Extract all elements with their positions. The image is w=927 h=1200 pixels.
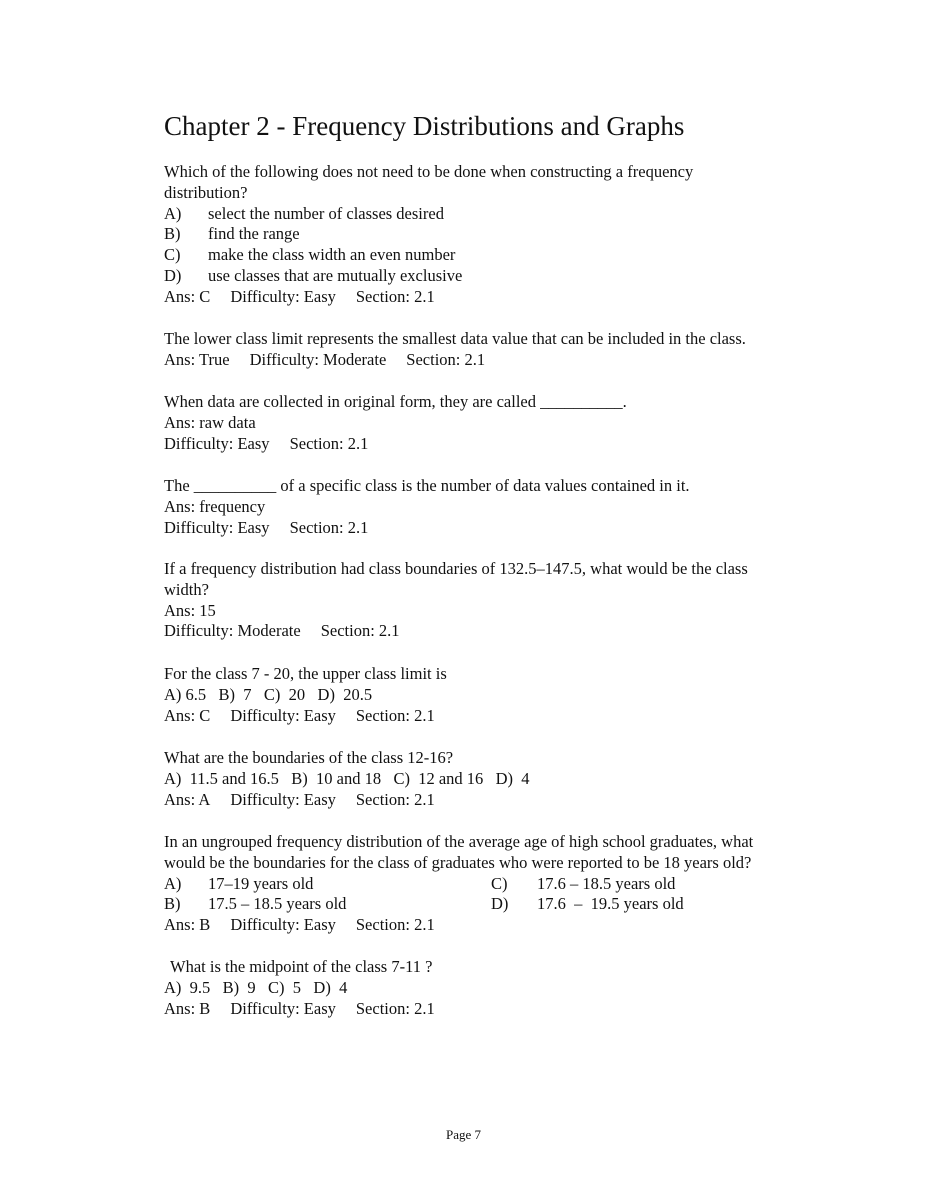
question-text: would be the boundaries for the class of graduates who were reported to be 18 years old? (164, 852, 752, 872)
option-letter: B) (164, 224, 181, 244)
difficulty: Difficulty: Easy (230, 705, 336, 725)
question-text: In an ungrouped frequency distribution of the average age of high school graduates, what (164, 832, 754, 851)
difficulty: Difficulty: Easy (164, 433, 270, 453)
difficulty: Difficulty: Easy (230, 789, 336, 809)
option-text: use classes that are mutually exclusive (208, 265, 463, 285)
difficulty: Difficulty: Moderate (249, 349, 387, 369)
section: Section: 2.1 (355, 915, 435, 935)
page-number: Page 7 (445, 1127, 482, 1142)
section: Section: 2.1 (355, 286, 435, 306)
answer: Ans: C (164, 286, 211, 306)
option-letter: C) (164, 245, 181, 265)
option-letter: B) (164, 894, 181, 914)
question-text: For the class 7 - 20, the upper class limit is (164, 664, 447, 683)
option-text: 17.6 – 18.5 years old (537, 873, 676, 893)
option-text: 17.5 – 18.5 years old (208, 894, 347, 914)
answer: Ans: True (164, 349, 230, 369)
section: Section: 2.1 (320, 621, 400, 641)
option-letter: C) (491, 873, 508, 893)
section: Section: 2.1 (355, 998, 435, 1018)
option-list: A) 11.5 and 16.5 B) 10 and 18 C) 12 and 16 D) 4 (164, 768, 530, 788)
answer: Ans: 15 (164, 600, 216, 620)
question-text: distribution? (164, 182, 248, 202)
difficulty: Difficulty: Moderate (164, 621, 301, 641)
answer: Ans: raw data (164, 412, 256, 432)
page-title: Chapter 2 - Frequency Distributions and Graphs (164, 111, 685, 141)
option-letter: D) (164, 265, 182, 285)
question-text: What is the midpoint of the class 7-11 ? (170, 957, 433, 976)
option-text: 17.6 – 19.5 years old (537, 894, 684, 914)
option-text: select the number of classes desired (208, 203, 444, 223)
section: Section: 2.1 (289, 433, 369, 453)
question-text: Which of the following does not need to be done when constructing a frequency (164, 162, 694, 181)
option-text: find the range (208, 224, 300, 244)
section: Section: 2.1 (355, 789, 435, 809)
answer: Ans: B (164, 915, 211, 935)
option-list: A) 6.5 B) 7 C) 20 D) 20.5 (164, 684, 373, 704)
section: Section: 2.1 (406, 349, 486, 369)
option-letter: D) (491, 894, 509, 914)
difficulty: Difficulty: Easy (230, 998, 336, 1018)
difficulty: Difficulty: Easy (230, 286, 336, 306)
question-text: If a frequency distribution had class boundaries of 132.5–147.5, what would be the class (164, 559, 748, 578)
question-text: What are the boundaries of the class 12-16? (164, 748, 454, 767)
answer: Ans: frequency (164, 496, 266, 516)
question-text: When data are collected in original form, they are called __________. (164, 392, 627, 411)
option-list: A) 9.5 B) 9 C) 5 D) 4 (164, 977, 348, 997)
option-letter: A) (164, 873, 182, 893)
difficulty: Difficulty: Easy (164, 517, 270, 537)
section: Section: 2.1 (289, 517, 369, 537)
answer: Ans: A (164, 789, 211, 809)
option-text: make the class width an even number (208, 245, 456, 265)
difficulty: Difficulty: Easy (230, 915, 336, 935)
answer: Ans: B (164, 998, 211, 1018)
section: Section: 2.1 (355, 705, 435, 725)
question-text: The lower class limit represents the smallest data value that can be included in the class. (164, 329, 746, 348)
answer: Ans: C (164, 705, 211, 725)
option-letter: A) (164, 203, 182, 223)
question-text: The __________ of a specific class is the number of data values contained in it. (164, 476, 690, 495)
option-text: 17–19 years old (208, 873, 314, 893)
question-text: width? (164, 579, 209, 599)
